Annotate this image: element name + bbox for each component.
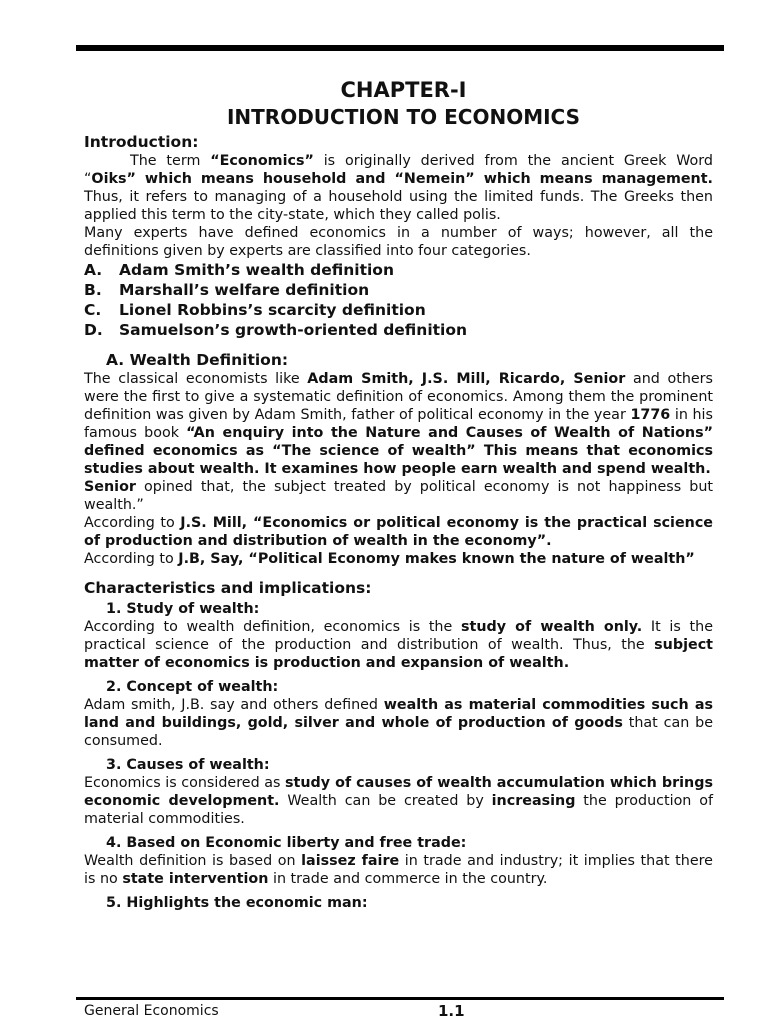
characteristic-title: 1. Study of wealth:: [106, 601, 260, 617]
characteristic-text: According to wealth definition, economics is the study of wealth only. It is the practical science of the production and distribution of wealth. Thus, the subject matter of economics is production and expansion of wealth.: [84, 619, 713, 671]
wealth-paragraph-mill: According to J.S. Mill, “Economics or political economy is the practical science of production and distribution of wealth in the economy”.: [84, 515, 714, 549]
characteristic-title: 4. Based on Economic liberty and free trade:: [106, 835, 467, 851]
chapter-title: INTRODUCTION TO ECONOMICS: [226, 105, 581, 129]
wealth-definition-heading: A. Wealth Definition:: [106, 351, 289, 369]
chapter-label: CHAPTER-I: [340, 78, 467, 102]
document-page: [84, 78, 713, 912]
characteristic-text: Economics is considered as study of causes of wealth accumulation which brings economic development. Wealth can be created by increasing the production of material commodities.: [84, 775, 714, 827]
wealth-paragraph-say: According to J.B, Say, “Political Economy makes known the nature of wealth”: [84, 551, 695, 567]
definition-item: B. Marshall’s welfare definition: [84, 281, 370, 299]
wealth-paragraph-senior: Senior opined that, the subject treated by political economy is not happiness but wealth.”: [84, 479, 713, 513]
intro-heading: Introduction:: [84, 133, 199, 151]
intro-paragraph-1: The term “Economics” is originally derived from the ancient Greek Word “Oiks” which means household and “Nemein” which means management. Thus, it refers to managing of a household using the limited funds. The Greeks then applied this term to the city-state, which they called polis.: [84, 153, 713, 223]
footer-book-title: General Economics: [84, 1003, 219, 1019]
characteristic-title: 3. Causes of wealth:: [106, 757, 270, 773]
characteristic-text: Adam smith, J.B. say and others defined wealth as material commodities such as land and buildings, gold, silver and whole of production of goods that can be consumed.: [84, 697, 713, 749]
page-number: 1.1: [438, 1002, 465, 1020]
footer-rule: [76, 997, 724, 1000]
characteristic-text: Wealth definition is based on laissez faire in trade and industry; it implies that there is no state intervention in trade and commerce in the country.: [84, 853, 713, 887]
intro-paragraph-2: Many experts have defined economics in a number of ways; however, all the definitions given by experts are classified into four categories.: [84, 225, 713, 259]
header-rule: [76, 45, 724, 51]
characteristic-title: 2. Concept of wealth:: [106, 679, 279, 695]
definitions-list: [84, 260, 713, 340]
definition-item: C. Lionel Robbins’s scarcity definition: [84, 301, 426, 319]
characteristics-heading: Characteristics and implications:: [84, 579, 372, 597]
characteristic-title: 5. Highlights the economic man:: [106, 895, 368, 911]
definition-item: D. Samuelson’s growth-oriented definition: [84, 321, 468, 339]
wealth-paragraph-1: The classical economists like Adam Smith, J.S. Mill, Ricardo, Senior and others were the first to give a systematic definition of economics. Among them the prominent definition was given by Adam Smith, father of political economy in the year 1776 in his famous book “An enquiry into the Nature and Causes of Wealth of Nations” defined economics as “The science of wealth” This means that economics studies about wealth. It examines how people earn wealth and spend wealth.: [84, 371, 713, 477]
definition-item: A. Adam Smith’s wealth definition: [84, 261, 394, 279]
